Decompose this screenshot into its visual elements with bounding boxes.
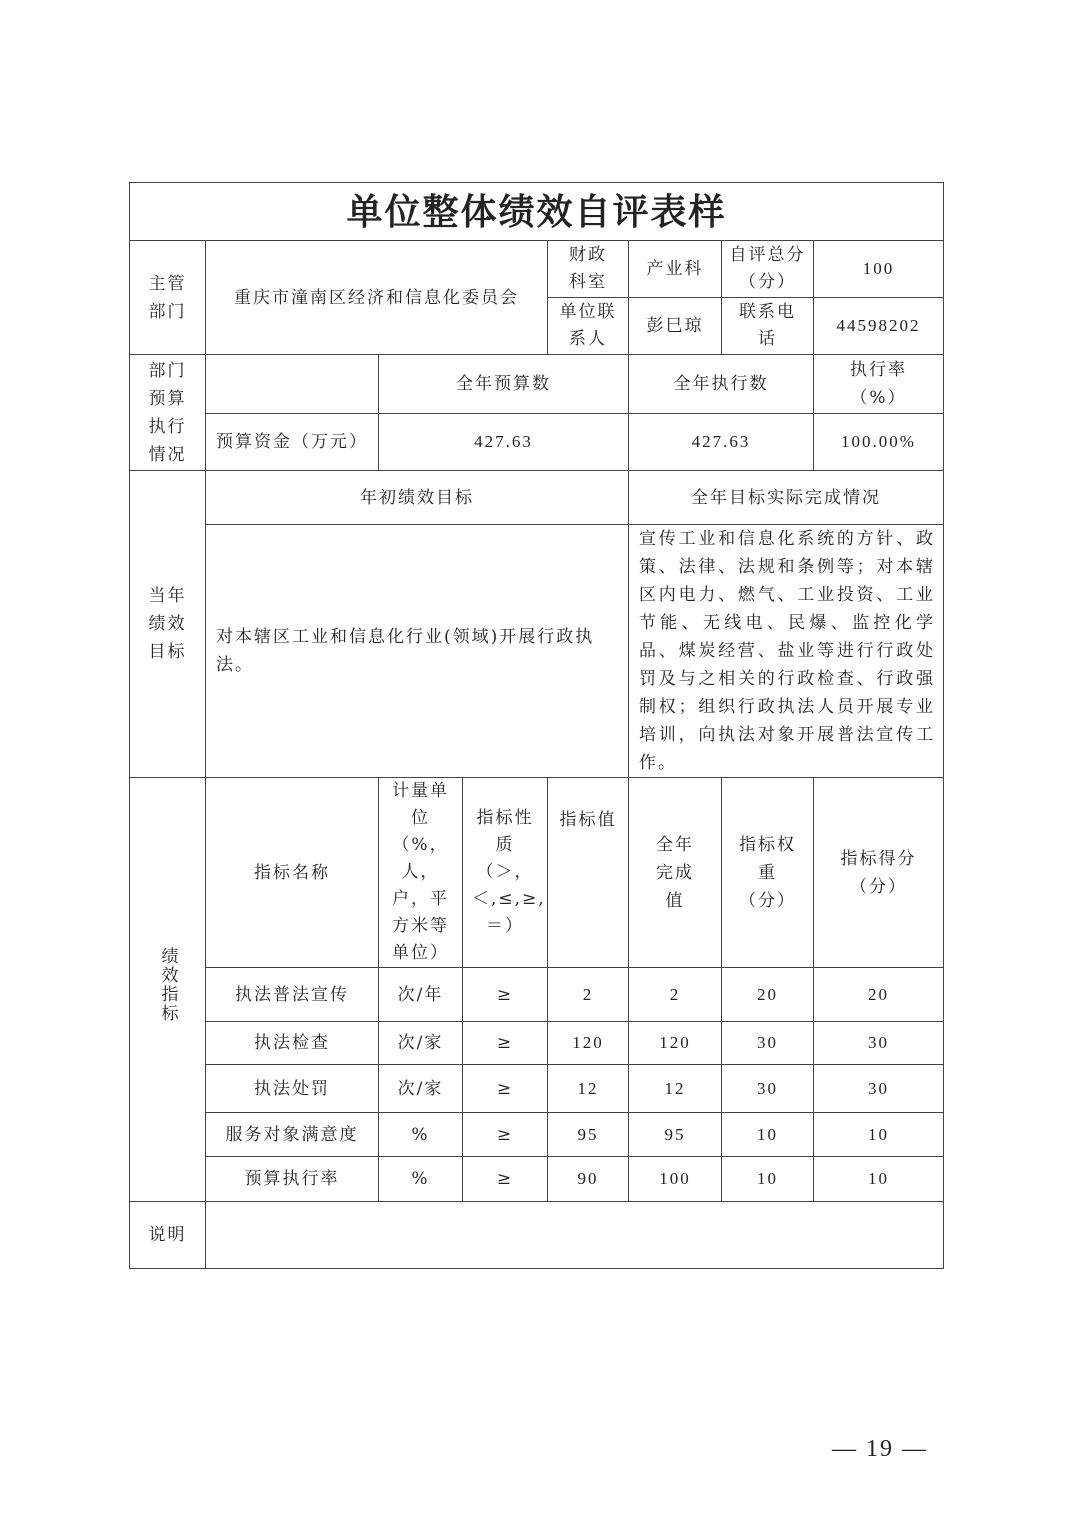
- indicator-score: 10: [814, 1113, 944, 1157]
- indicator-target: 12: [548, 1065, 629, 1113]
- finance-value: 产业科: [629, 241, 722, 298]
- score-label: 自评总分（分）: [722, 241, 814, 298]
- budget-empty-cell: [206, 355, 379, 414]
- indicator-target: 95: [548, 1113, 629, 1157]
- contact-label: 单位联系人: [548, 298, 629, 355]
- col-annual-exec: 全年执行数: [629, 355, 814, 414]
- indicator-unit: 次/家: [379, 1065, 463, 1113]
- indicator-weight: 30: [722, 1065, 814, 1113]
- indicator-actual: 2: [629, 968, 722, 1022]
- actual-completion-text: 宣传工业和信息化系统的方针、政策、法律、法规和条例等；对本辖区内电力、燃气、工业投资、工业节能、无线电、民爆、监控化学品、煤炭经营、盐业等进行行政处罚及与之相关的行政检查、行政强制权；组织行政执法人员开展专业培训，向执法对象开展普法宣传工作。: [629, 525, 944, 778]
- indicator-score: 30: [814, 1065, 944, 1113]
- finance-label: 财政科室: [548, 241, 629, 298]
- header-target: 指标值: [548, 778, 629, 968]
- annual-exec-value: 427.63: [629, 414, 814, 471]
- indicator-weight: 10: [722, 1157, 814, 1202]
- header-unit: 计量单位（%，人，户，平方米等单位）: [379, 778, 463, 968]
- budget-row-label: 预算资金（万元）: [206, 414, 379, 471]
- indicator-nature: ≥: [463, 968, 548, 1022]
- indicator-score: 30: [814, 1022, 944, 1065]
- table-row: [130, 1022, 944, 1065]
- indicator-weight: 20: [722, 968, 814, 1022]
- indicator-nature: ≥: [463, 1113, 548, 1157]
- phone-label: 联系电话: [722, 298, 814, 355]
- col-exec-rate: 执行率（%）: [814, 355, 944, 414]
- score-value: 100: [814, 241, 944, 298]
- indicator-unit: 次/年: [379, 968, 463, 1022]
- indicator-actual: 100: [629, 1157, 722, 1202]
- table-row: [130, 1065, 944, 1113]
- phone-value: 44598202: [814, 298, 944, 355]
- indicator-name: 执法普法宣传: [206, 968, 379, 1022]
- page-number: — 19 —: [832, 1436, 928, 1462]
- indicator-target: 120: [548, 1022, 629, 1065]
- goals-section-label: 当年绩效目标: [130, 471, 206, 778]
- table-title: 单位整体绩效自评表样: [130, 183, 944, 241]
- col-actual-completion: 全年目标实际完成情况: [629, 471, 944, 525]
- table-row: [130, 968, 944, 1022]
- budget-section-label: 部门预算执行情况: [130, 355, 206, 471]
- indicator-unit: %: [379, 1157, 463, 1202]
- indicator-actual: 12: [629, 1065, 722, 1113]
- indicator-weight: 10: [722, 1113, 814, 1157]
- header-actual: 全年完成值: [629, 778, 722, 968]
- indicator-target: 90: [548, 1157, 629, 1202]
- contact-value: 彭巳琼: [629, 298, 722, 355]
- indicator-name: 执法处罚: [206, 1065, 379, 1113]
- header-indicator-name: 指标名称: [206, 778, 379, 968]
- dept-label: 主管部门: [130, 241, 206, 355]
- dept-value: 重庆市潼南区经济和信息化委员会: [206, 241, 548, 355]
- indicator-score: 20: [814, 968, 944, 1022]
- header-nature: 指标性质（＞，＜,≤,≥,＝）: [463, 778, 548, 968]
- header-weight: 指标权重（分）: [722, 778, 814, 968]
- indicator-weight: 30: [722, 1022, 814, 1065]
- col-initial-goal: 年初绩效目标: [206, 471, 629, 525]
- indicator-actual: 120: [629, 1022, 722, 1065]
- exec-rate-value: 100.00%: [814, 414, 944, 471]
- indicator-nature: ≥: [463, 1157, 548, 1202]
- indicators-section-label: 绩效指标: [130, 778, 206, 1202]
- indicator-actual: 95: [629, 1113, 722, 1157]
- indicator-unit: %: [379, 1113, 463, 1157]
- indicator-name: 服务对象满意度: [206, 1113, 379, 1157]
- col-annual-budget: 全年预算数: [379, 355, 629, 414]
- indicator-score: 10: [814, 1157, 944, 1202]
- performance-evaluation-table: [129, 182, 944, 1269]
- note-value: [206, 1202, 944, 1269]
- indicator-nature: ≥: [463, 1022, 548, 1065]
- annual-budget-value: 427.63: [379, 414, 629, 471]
- note-label: 说明: [130, 1202, 206, 1269]
- indicator-unit: 次/家: [379, 1022, 463, 1065]
- header-score: 指标得分（分）: [814, 778, 944, 968]
- table-row: [130, 1113, 944, 1157]
- initial-goal-text: 对本辖区工业和信息化行业(领域)开展行政执法。: [206, 525, 629, 778]
- indicator-target: 2: [548, 968, 629, 1022]
- indicator-name: 预算执行率: [206, 1157, 379, 1202]
- table-row: [130, 1157, 944, 1202]
- indicator-name: 执法检查: [206, 1022, 379, 1065]
- indicator-nature: ≥: [463, 1065, 548, 1113]
